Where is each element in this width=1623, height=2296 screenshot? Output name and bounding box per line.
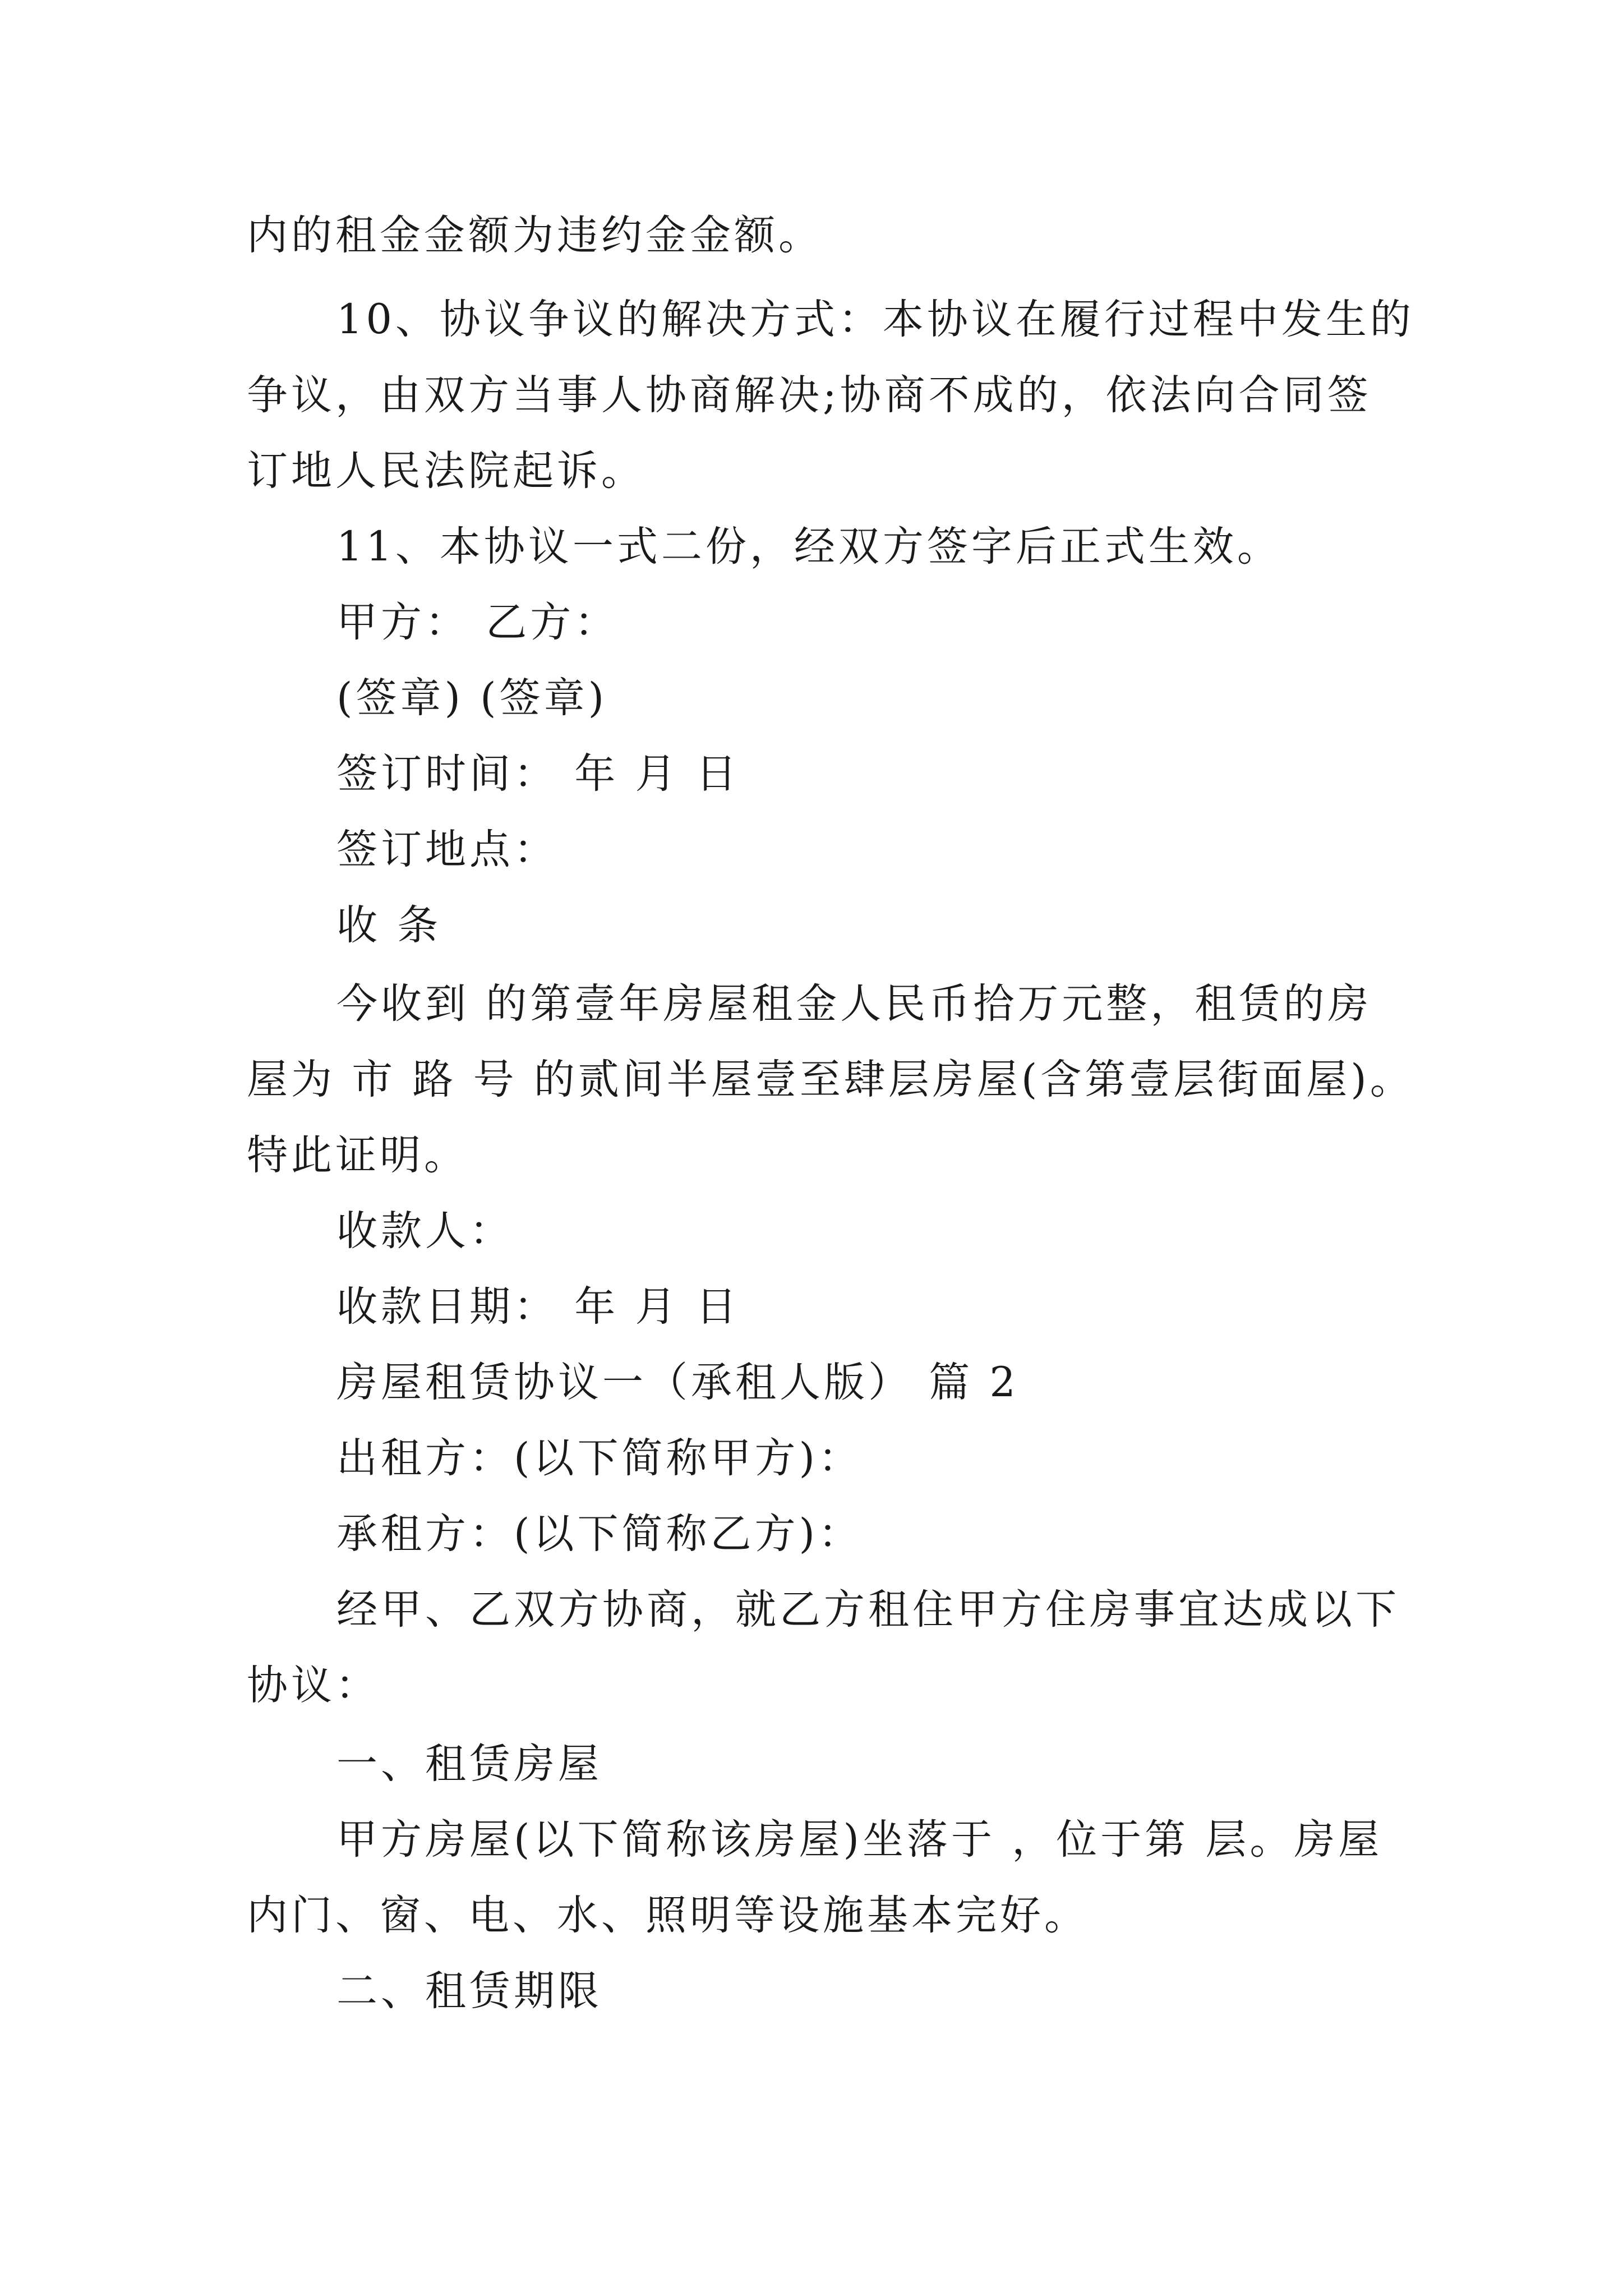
text-line-22: 甲方房屋(以下简称该房屋)坐落于 ，位于第 层。房屋 — [336, 1816, 1383, 1864]
text-line-21: 一、租赁房屋 — [336, 1740, 602, 1788]
text-line-8: 签订时间： 年 月 日 — [336, 750, 740, 798]
text-line-13: 特此证明。 — [247, 1131, 468, 1179]
text-line-5: 11、本协议一式二份，经双方签字后正式生效。 — [336, 523, 1281, 570]
text-line-2: 10、协议争议的解决方式：本协议在履行过程中发生的 — [336, 296, 1414, 343]
text-line-6: 甲方： 乙方： — [336, 599, 619, 646]
text-line-11: 今收到 的第壹年房屋租金人民币拾万元整，租赁的房 — [336, 980, 1372, 1028]
text-line-15: 收款日期： 年 月 日 — [336, 1283, 740, 1331]
text-line-16: 房屋租赁协议一（承租人版） 篇 2 — [336, 1359, 1019, 1406]
text-line-10: 收 条 — [336, 901, 442, 949]
text-line-14: 收款人： — [336, 1207, 514, 1255]
text-line-18: 承租方：(以下简称乙方)： — [336, 1510, 863, 1558]
text-line-7: (签章) (签章) — [336, 674, 608, 722]
text-line-24: 二、租赁期限 — [336, 1967, 602, 2015]
text-line-20: 协议： — [247, 1662, 380, 1709]
text-line-17: 出租方：(以下简称甲方)： — [336, 1434, 863, 1482]
text-line-9: 签订地点： — [336, 826, 558, 873]
text-line-19: 经甲、乙双方协商，就乙方租住甲方住房事宜达成以下 — [336, 1586, 1400, 1634]
text-line-12: 屋为 市 路 号 的贰间半屋壹至肆层房屋(含第壹层街面屋)。 — [247, 1056, 1414, 1103]
text-line-1: 内的租金金额为违约金金额。 — [247, 211, 823, 259]
text-line-3: 争议，由双方当事人协商解决;协商不成的，依法向合同签 — [247, 371, 1372, 419]
text-line-23: 内门、窗、电、水、照明等设施基本完好。 — [247, 1892, 1089, 1939]
text-line-4: 订地人民法院起诉。 — [247, 447, 645, 495]
